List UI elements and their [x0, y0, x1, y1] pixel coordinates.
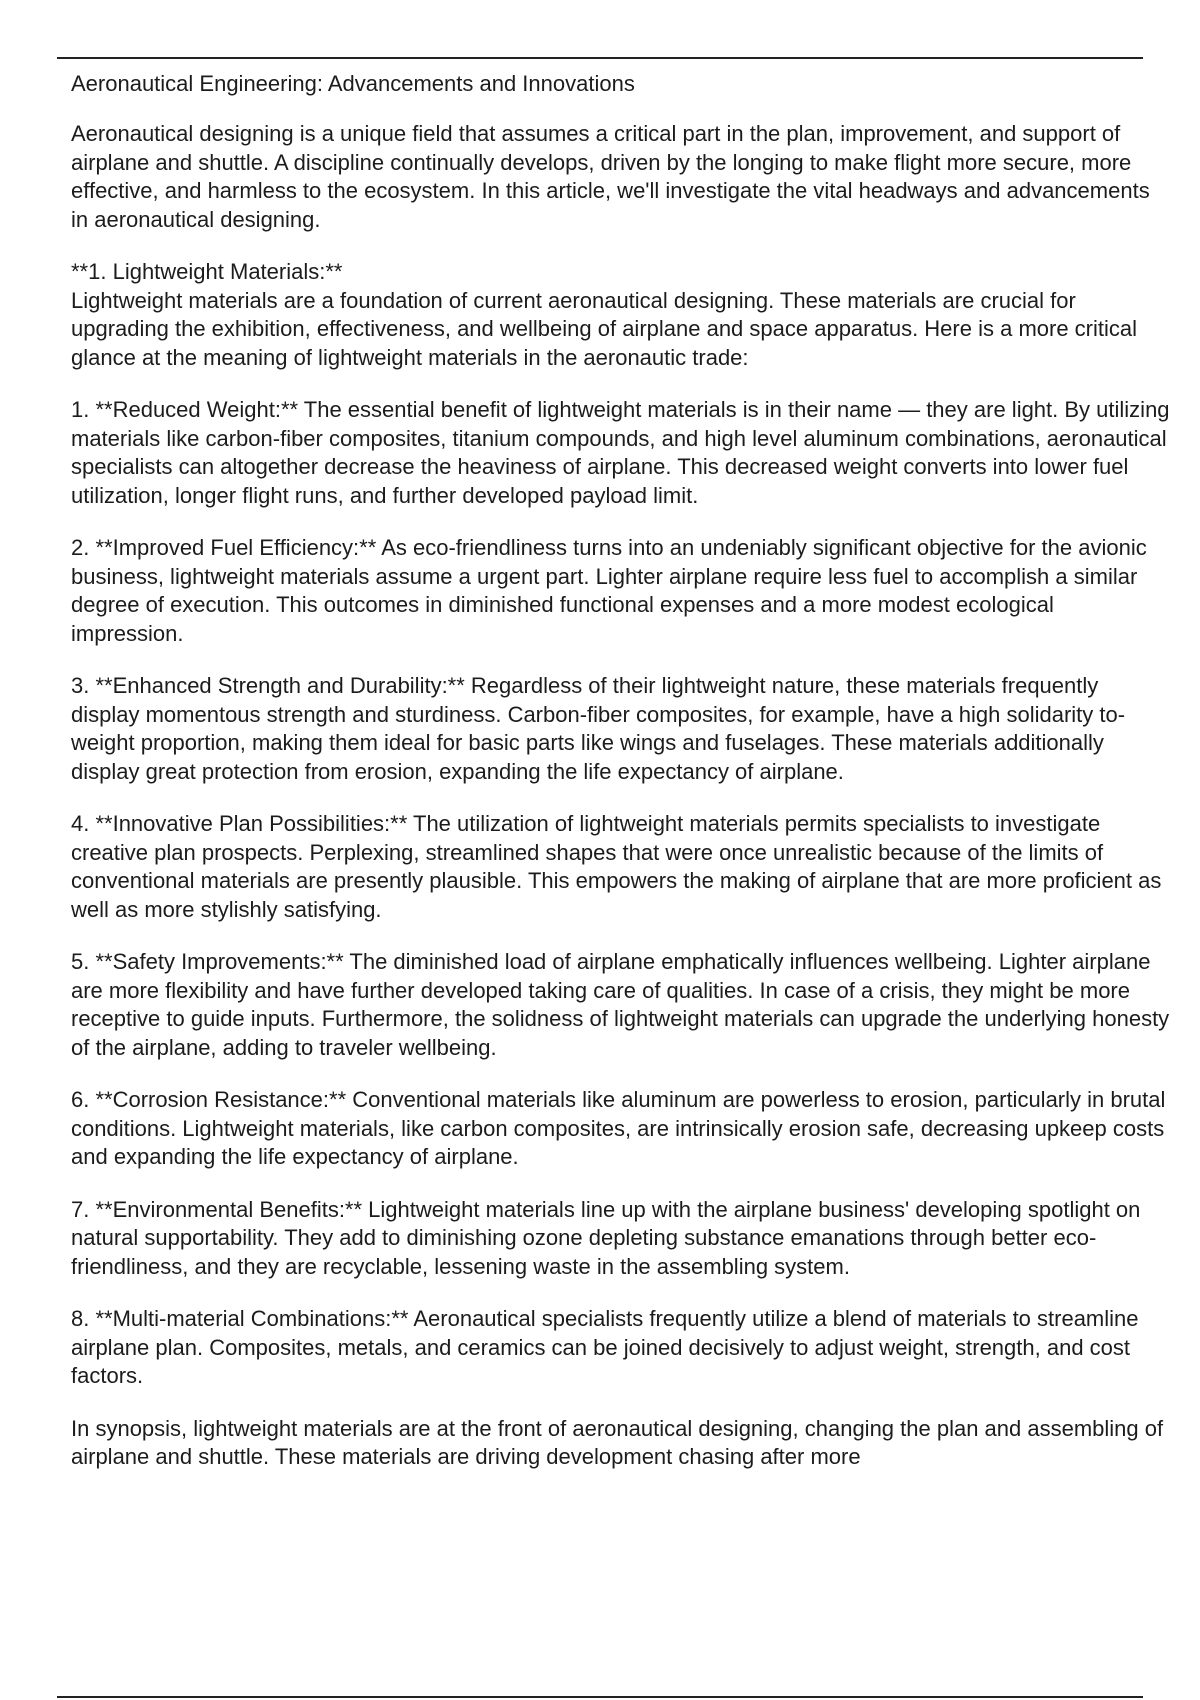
document-title: Aeronautical Engineering: Advancements and Innovations — [71, 71, 635, 96]
list-item-design-possibilities: 4. **Innovative Plan Possibilities:** The utilization of lightweight materials permits specialists to investigate creative plan prospects. Perplexing, streamlined shapes that were once unrealistic because of the limits of conventional materials are presently plausible. This empowers the making of airplane that are more proficient as well as more stylishly satisfying. — [71, 811, 1162, 922]
section-intro-paragraph: Lightweight materials are a foundation of current aeronautical designing. These materials are crucial for upgrading the exhibition, effectiveness, and wellbeing of airplane and space apparatus. Here is a more critical glance at the meaning of lightweight materials in the aeronautic trade: — [71, 287, 1138, 370]
list-item-fuel-efficiency: 2. **Improved Fuel Efficiency:** As eco-friendliness turns into an undeniably significant objective for the avionic business, lightweight materials assume a urgent part. Lighter airplane require less fuel to accomplish a similar degree of execution. This outcomes in diminished functional expenses and a more modest ecological impression. — [71, 535, 1147, 646]
section-heading: **1. Lightweight Materials:** — [71, 259, 343, 284]
intro-paragraph: Aeronautical designing is a unique field that assumes a critical part in the plan, improvement, and support of airplane and shuttle. A discipline continually develops, driven by the longing to make flight more secure, more effective, and harmless to the ecosystem. In this article, we'll investigate the vital headways and advancements in aeronautical designing. — [71, 121, 1150, 232]
list-item-safety: 5. **Safety Improvements:** The diminished load of airplane emphatically influences wellbeing. Lighter airplane are more flexibility and have further developed taking care of qualities. In case of a crisis, they might be more receptive to guide inputs. Furthermore, the solidness of lightweight materials can upgrade the underlying honesty of the airplane, adding to traveler wellbeing. — [71, 949, 1170, 1060]
bottom-rule — [57, 1696, 1143, 1698]
document-body — [71, 70, 1171, 1496]
conclusion-paragraph: In synopsis, lightweight materials are at the front of aeronautical designing, changing the plan and assembling of airplane and shuttle. These materials are driving development chasing after more — [71, 1415, 1164, 1469]
list-item-reduced-weight: 1. **Reduced Weight:** The essential benefit of lightweight materials is in their name — they are light. By utilizing materials like carbon-fiber composites, titanium compounds, and high level aluminum combinations, aeronautical specialists can altogether decrease the heaviness of airplane. This decreased weight converts into lower fuel utilization, longer flight runs, and further developed payload limit. — [71, 397, 1170, 508]
list-item-corrosion: 6. **Corrosion Resistance:** Conventional materials like aluminum are powerless to erosion, particularly in brutal conditions. Lightweight materials, like carbon composites, are intrinsically erosion safe, decreasing upkeep costs and expanding the life expectancy of airplane. — [71, 1087, 1166, 1169]
list-item-strength-durability: 3. **Enhanced Strength and Durability:** Regardless of their lightweight nature, these materials frequently display momentous strength and sturdiness. Carbon-fiber composites, for example, have a high solidarity to-weight proportion, making them ideal for basic parts like wings and fuselages. These materials additionally display great protection from erosion, expanding the life expectancy of airplane. — [71, 673, 1126, 784]
list-item-multi-material: 8. **Multi-material Combinations:** Aeronautical specialists frequently utilize a blend of materials to streamline airplane plan. Composites, metals, and ceramics can be joined decisively to adjust weight, strength, and cost factors. — [71, 1306, 1139, 1388]
top-rule — [57, 57, 1143, 59]
list-item-environmental: 7. **Environmental Benefits:** Lightweight materials line up with the airplane business' developing spotlight on natural supportability. They add to diminishing ozone depleting substance emanations through better eco-friendliness, and they are recyclable, lessening waste in the assembling system. — [71, 1196, 1141, 1279]
